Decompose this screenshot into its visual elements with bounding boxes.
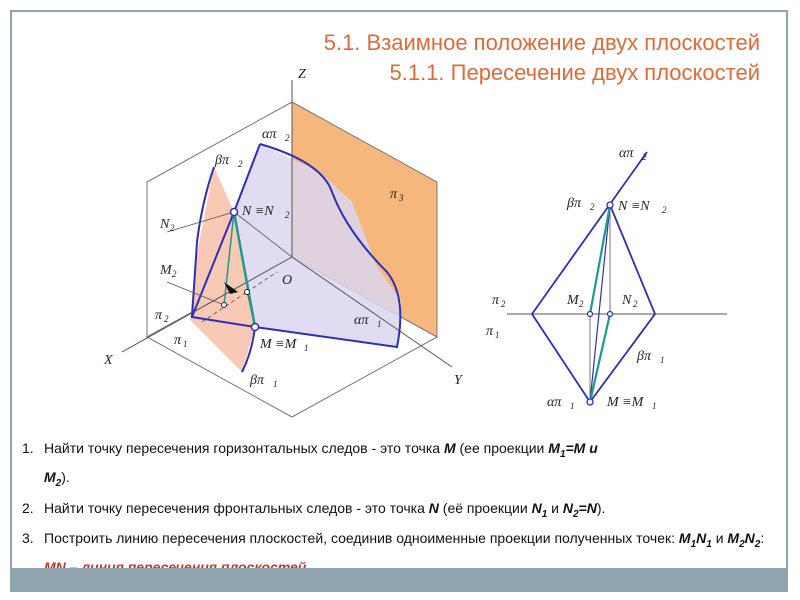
m2-label: M: [160, 263, 172, 278]
step-number: 3.: [22, 530, 34, 547]
step-2: [22, 497, 777, 526]
axis-x-label: X: [104, 353, 113, 368]
subscript: 1: [690, 539, 697, 551]
beta-pi1-label: βπ: [250, 373, 264, 388]
step-text: (её проекции: [438, 499, 532, 516]
projection-name: N: [531, 499, 542, 516]
projection-name: N: [562, 499, 573, 516]
subscript: 1: [541, 508, 548, 520]
slide-subtitle: 5.1.1. Пересечение двух плоскостей: [389, 60, 760, 85]
pi1-label: π: [174, 333, 182, 348]
axis-y-label: Y: [454, 373, 462, 388]
projection-name: M: [44, 468, 56, 485]
svg-text:2: 2: [642, 152, 647, 162]
svg-text:2: 2: [662, 205, 667, 215]
svg-text:2: 2: [285, 133, 290, 143]
epure-nn2-label: N ≡N: [618, 199, 650, 214]
epure-point-m2: [588, 312, 593, 317]
svg-text:1: 1: [273, 379, 278, 389]
origin-label: O: [282, 273, 293, 288]
point-m: [252, 324, 259, 331]
point-m2: [222, 303, 227, 308]
epure-pi1-label: π: [486, 324, 494, 339]
mm1-label: M ≡M: [260, 337, 297, 352]
svg-text:1: 1: [183, 339, 188, 349]
svg-text:2: 2: [501, 299, 506, 309]
step-text: и: [547, 499, 563, 516]
svg-text:2: 2: [172, 269, 177, 279]
pi3-label: π: [390, 187, 398, 202]
step-number: 2.: [22, 499, 34, 516]
step-text: Найти точку пересечения горизонтальных следов - это точка: [44, 440, 444, 456]
svg-text:1: 1: [570, 401, 575, 411]
epure-beta-pi2-label: βπ: [567, 196, 581, 211]
svg-text:2: 2: [164, 314, 169, 324]
svg-text:1: 1: [495, 330, 500, 340]
axis-z-label: Z: [298, 67, 306, 82]
epure-point-n2: [607, 202, 613, 208]
subscript: 1: [559, 448, 566, 460]
subscript: 2: [739, 539, 745, 551]
projection-name: M: [727, 530, 740, 547]
step-text: Построить линию пересечения плоскостей, соединив одноименные проекции полученных точек:: [44, 530, 679, 547]
alpha-pi2-trace: [532, 152, 647, 314]
projection-eq: =M и: [565, 440, 598, 456]
svg-text:2: 2: [633, 299, 638, 309]
step-text: :: [760, 530, 765, 547]
alpha-pi1-trace: [532, 314, 590, 402]
epure-beta-pi1-label: βπ: [637, 349, 651, 364]
nn2-label: N ≡N: [242, 204, 274, 219]
svg-text:1: 1: [377, 319, 382, 329]
svg-text:2: 2: [590, 202, 595, 212]
epure-mm1-label: M ≡M: [607, 395, 644, 410]
epure-point-m1: [587, 399, 593, 405]
step-end: ).: [61, 468, 70, 485]
slide-title: 5.1. Взаимное положение двух плоскостей: [323, 30, 760, 55]
svg-text:2: 2: [170, 223, 175, 233]
beta-pi2-trace: [610, 205, 655, 314]
n2-label: N: [160, 217, 170, 232]
epure-alpha-pi1-label: απ: [547, 395, 562, 410]
point-name: N: [428, 499, 439, 516]
step-text: Найти точку пересечения фронтальных следов - это точка: [44, 499, 429, 516]
step-text: и: [711, 530, 728, 547]
projection-name: N: [696, 530, 707, 547]
point-name: M: [443, 440, 456, 456]
svg-text:2: 2: [285, 210, 290, 220]
subscript: 2: [572, 508, 579, 520]
epure-alpha-pi2-label: απ: [619, 146, 634, 161]
step-text: (ее проекции: [455, 440, 549, 456]
axonometric-figure: [103, 67, 464, 417]
projection-eq: =N: [578, 499, 597, 516]
svg-text:1: 1: [652, 401, 657, 411]
epure-n2-label: N: [622, 293, 632, 308]
step-number: 1.: [22, 440, 34, 456]
step-1: [22, 437, 777, 495]
svg-text:2: 2: [238, 159, 243, 169]
subscript: 2: [754, 539, 761, 551]
svg-text:1: 1: [660, 355, 665, 365]
alpha-pi1-label: απ: [354, 313, 369, 328]
subscript: 1: [706, 539, 712, 551]
point-aux: [245, 290, 250, 295]
subscript: 2: [55, 477, 62, 489]
beta-pi2-label: βπ: [215, 153, 229, 168]
epure-figure: [486, 146, 727, 411]
slide: [10, 10, 788, 592]
svg-text:3: 3: [399, 193, 404, 203]
alpha-pi2-label: απ: [262, 127, 277, 142]
epure-point-n1: [608, 312, 613, 317]
projection-name: N: [744, 530, 755, 547]
projection-name: M: [548, 440, 560, 456]
diagram: [12, 12, 786, 442]
steps-list: [22, 437, 777, 580]
pi2-label: π: [155, 308, 163, 323]
epure-pi2-label: π: [492, 293, 500, 308]
footer-bar: [12, 568, 786, 590]
step-end: ).: [596, 499, 606, 516]
epure-m2-label: M: [567, 293, 579, 308]
point-n: [231, 209, 238, 216]
svg-text:1: 1: [304, 343, 309, 353]
svg-text:2: 2: [579, 299, 584, 309]
projection-name: M: [678, 530, 691, 547]
